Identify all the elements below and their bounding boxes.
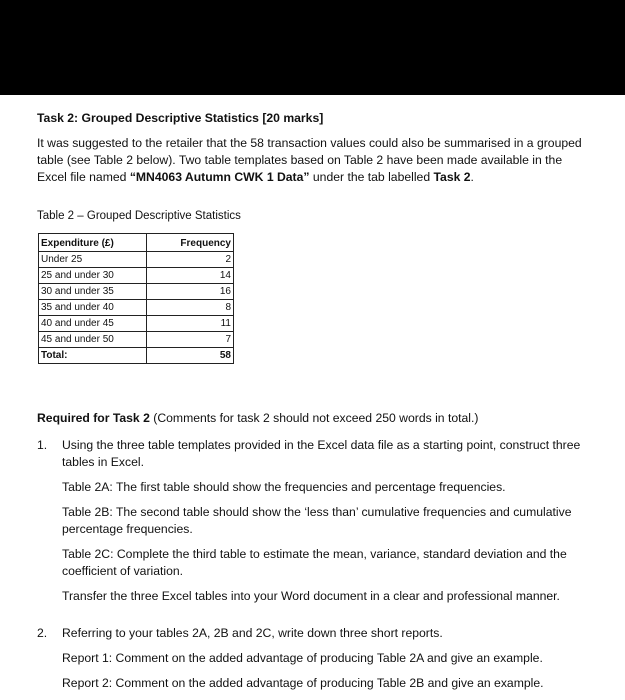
list-item-2 — [37, 625, 592, 642]
table-header-row — [39, 234, 234, 252]
range-cell: 45 and under 50 — [39, 332, 147, 348]
frequency-cell: 11 — [147, 316, 234, 332]
required-title: Required for Task 2 — [37, 411, 150, 425]
item-number: 2. — [37, 626, 48, 640]
table-caption: Table 2 – Grouped Descriptive Statistics — [37, 210, 241, 222]
intro-paragraph — [37, 135, 592, 186]
frequency-cell: 2 — [147, 252, 234, 268]
required-heading — [37, 410, 592, 427]
item-text: Using the three table templates provided in the Excel data file as a starting point, construct three tables in Excel. — [62, 438, 581, 469]
col-header-expenditure: Expenditure (£) — [39, 234, 147, 252]
task-heading: Task 2: Grouped Descriptive Statistics [20 marks] — [37, 111, 324, 125]
frequency-cell: 14 — [147, 268, 234, 284]
intro-text-2: under the tab labelled — [309, 170, 434, 184]
table-row — [39, 332, 234, 348]
col-header-frequency: Frequency — [147, 234, 234, 252]
sub-item-report-2: Report 2: Comment on the added advantage of producing Table 2B and give an example. — [62, 676, 544, 690]
intro-text-1: It was suggested to the retailer that the 58 transaction values could also be summarised in a grouped table (see Table 2 below). Two table templates based on Table 2 have been made available in the Excel file named — [37, 136, 582, 184]
sub-item-table-2b: Table 2B: The second table should show the ‘less than’ cumulative frequencies and cumulative percentage frequencies. — [62, 505, 572, 536]
intro-text-3: . — [470, 170, 474, 184]
range-cell: 30 and under 35 — [39, 284, 147, 300]
sub-item-transfer: Transfer the three Excel tables into your Word document in a clear and professional manner. — [62, 589, 560, 603]
item-number: 1. — [37, 438, 48, 452]
range-cell: 35 and under 40 — [39, 300, 147, 316]
total-value: 58 — [147, 348, 234, 364]
table-row — [39, 284, 234, 300]
document-body — [37, 110, 592, 700]
sub-item-table-2a: Table 2A: The first table should show the frequencies and percentage frequencies. — [62, 480, 506, 494]
black-header-band — [0, 0, 625, 95]
table-total-row — [39, 348, 234, 364]
sub-item-table-2c: Table 2C: Complete the third table to estimate the mean, variance, standard deviation and the coefficient of variation. — [62, 547, 567, 578]
frequency-cell: 8 — [147, 300, 234, 316]
table-row — [39, 268, 234, 284]
table-row — [39, 252, 234, 268]
required-note: (Comments for task 2 should not exceed 250 words in total.) — [149, 411, 479, 425]
tab-name: Task 2 — [433, 170, 471, 184]
range-cell: 25 and under 30 — [39, 268, 147, 284]
range-cell: Under 25 — [39, 252, 147, 268]
list-item-1 — [37, 437, 592, 471]
table-row — [39, 316, 234, 332]
table-row — [39, 300, 234, 316]
file-name: “MN4063 Autumn CWK 1 Data” — [129, 170, 310, 184]
grouped-statistics-table — [38, 233, 234, 364]
frequency-cell: 16 — [147, 284, 234, 300]
item-text: Referring to your tables 2A, 2B and 2C, write down three short reports. — [62, 626, 443, 640]
sub-item-report-1: Report 1: Comment on the added advantage of producing Table 2A and give an example. — [62, 651, 543, 665]
frequency-cell: 7 — [147, 332, 234, 348]
range-cell: 40 and under 45 — [39, 316, 147, 332]
total-label: Total: — [39, 348, 147, 364]
